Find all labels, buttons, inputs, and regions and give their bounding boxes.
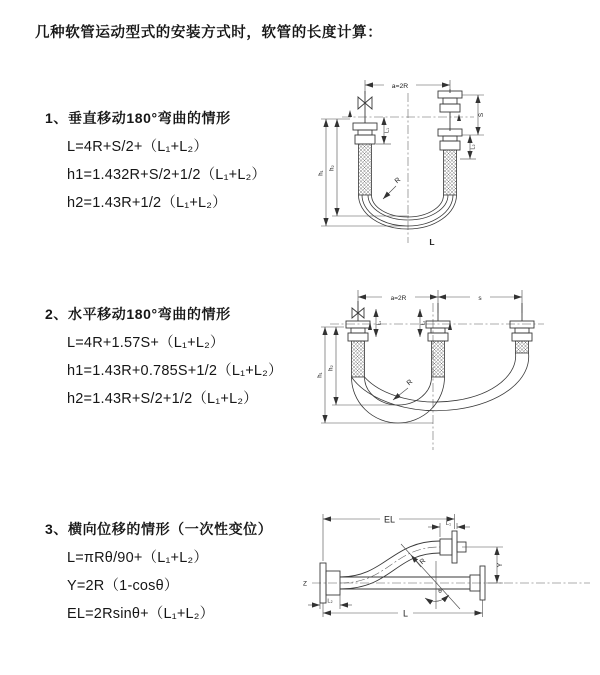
d3-label-Y: Y (497, 562, 504, 568)
d3-angle-theta (425, 561, 449, 609)
section-1-formula-h2: h2=1.43R+1/2（L₁+L₂） (67, 195, 227, 211)
d3-label-L: L (402, 608, 409, 619)
d2-up-arrow-left (368, 322, 372, 330)
d1-label-h2: h₂ (329, 165, 336, 171)
d3-label-Z: Z (303, 580, 307, 588)
d1-label-L2: L₂ (470, 144, 477, 150)
diagram-horizontal-180-bend (312, 283, 597, 455)
section-1-formula-h1: h1=1.432R+S/2+1/2（L₁+L₂） (67, 167, 267, 183)
diagram-vertical-180-bend (312, 73, 582, 257)
d1-label-S: S (478, 112, 485, 118)
d1-dimension-a2r (365, 80, 450, 94)
d1-up-arrow-left (348, 110, 352, 117)
page-title: 几种软管运动型式的安装方式时，软管的长度计算： (35, 25, 383, 41)
d3-dimension-L2 (308, 595, 352, 609)
section-1-heading: 1、垂直移动180°弯曲的情形 (45, 110, 231, 126)
d2-dimension-L2 (420, 309, 427, 337)
d1-label-h1: h₁ (318, 170, 325, 176)
section-2-formula-h1: h1=1.43R+0.785S+1/2（L₁+L₂） (67, 363, 283, 379)
d3-label-EL: EL (383, 514, 396, 525)
d3-dimension-Y (462, 547, 504, 583)
section-1-formula-L: L=4R+S/2+（L₁+L₂） (67, 139, 209, 155)
d1-hose-arcs (359, 195, 457, 229)
section-3-formula-Y: Y=2R（1-cosθ） (67, 578, 179, 594)
d2-label-s: s (478, 294, 482, 302)
d3-dimension-EL (323, 514, 455, 561)
d2-label-a2r: a=2R (390, 294, 407, 302)
d2-right-fitting (510, 303, 534, 353)
d2-middle-fitting (426, 303, 450, 377)
d2-dimension-h1 (318, 327, 434, 423)
section-3-formula-L: L=πRθ/90+（L₁+L₂） (67, 550, 209, 566)
d1-label-R: R (393, 176, 403, 186)
d2-dimension-a2r (358, 290, 522, 313)
section-2-formula-h2: h2=1.43R+S/2+1/2（L₁+L₂） (67, 391, 258, 407)
d2-dimension-s (438, 295, 522, 302)
d2-label-h2: h₂ (328, 365, 335, 371)
section-2-heading: 2、水平移动180°弯曲的情形 (45, 306, 231, 322)
d1-label-a2r: a=2R (391, 82, 409, 90)
d3-centerline (303, 581, 590, 588)
d2-dimension-L1 (376, 309, 383, 337)
d3-curved-hose (340, 531, 466, 589)
section-vertical-movement (45, 110, 266, 211)
section-horizontal-movement (45, 306, 283, 407)
d1-label-L: L (429, 237, 435, 247)
d3-dimension-L (323, 600, 483, 619)
d1-label-L1: L₁ (384, 128, 391, 133)
d1-dimension-L2 (460, 135, 477, 159)
d2-label-R: R (405, 378, 415, 388)
d1-up-arrow-right (457, 114, 461, 121)
d1-dimension-S (462, 95, 485, 135)
section-3-formula-EL: EL=2Rsinθ+（L₁+L₂） (67, 606, 215, 622)
d1-dimension-L1 (376, 117, 391, 144)
d2-radius-callout (393, 379, 414, 400)
d2-up-arrow-middle (448, 322, 452, 330)
d2-left-fitting (346, 301, 370, 377)
d2-label-h1: h₁ (317, 372, 324, 378)
d3-dimension-L1 (428, 521, 470, 537)
d1-left-fitting (353, 91, 377, 195)
d3-label-L2: L₂ (327, 598, 333, 605)
d1-radius-callout (383, 177, 402, 199)
diagram-lateral-displacement (300, 503, 595, 651)
d3-label-theta: θ (438, 588, 442, 595)
d2-label-L1: L₁ (376, 320, 383, 326)
d1-right-fitting (438, 89, 462, 195)
d2-label-L2: L₂ (420, 320, 427, 326)
d3-label-R: R (418, 557, 428, 567)
d3-label-L1: L₁ (446, 521, 451, 527)
section-3-heading: 3、横向位移的情形（一次性变位） (45, 521, 273, 537)
section-lateral-displacement (45, 521, 272, 622)
section-2-formula-L: L=4R+1.57S+（L₁+L₂） (67, 335, 225, 351)
